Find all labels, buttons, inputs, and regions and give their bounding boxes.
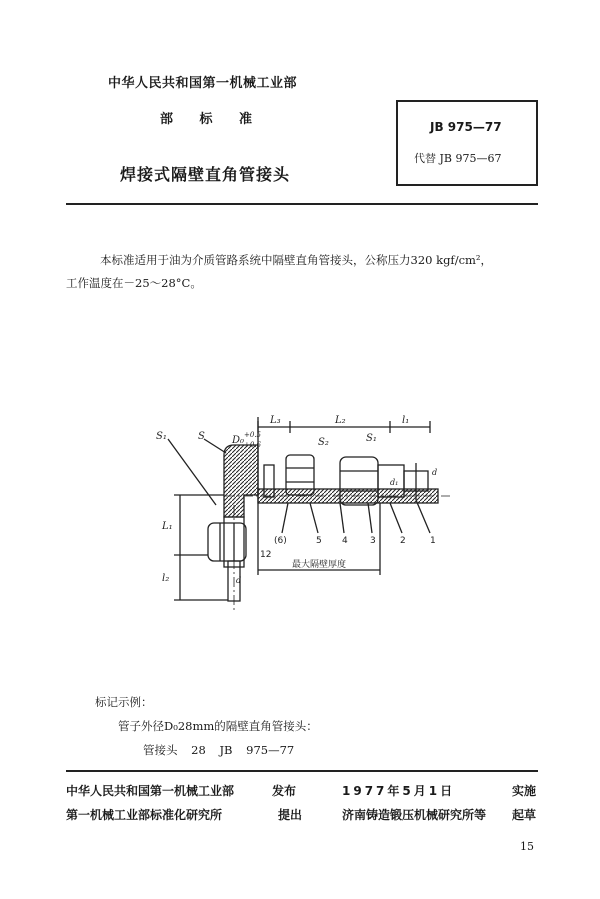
marking-example-title: 标记示例： xyxy=(95,695,153,709)
replaces-standard: 代替 JB 975—67 xyxy=(414,152,502,165)
implementation-action: 实施 xyxy=(512,784,537,798)
part-3: 3 xyxy=(370,536,376,546)
drafter-action: 起草 xyxy=(512,808,537,822)
proposer-action: 提出 xyxy=(278,808,303,822)
part-4: 4 xyxy=(342,536,348,546)
standard-code-box xyxy=(396,100,538,186)
proposer-org: 第一机械工业部标准化研究所 xyxy=(66,808,223,822)
part-2: 2 xyxy=(400,536,406,546)
label-s2: S₂ xyxy=(318,437,329,448)
label-s1-right: S₁ xyxy=(366,433,377,444)
label-tol-upper: +0.5 xyxy=(244,431,261,439)
page-title: 焊接式隔壁直角管接头 xyxy=(120,165,291,184)
scope-text-line1: 本标准适用于油为介质管路系统中隔壁直角管接头，公称压力320 kgf/cm²， xyxy=(100,253,493,267)
standard-type: 部 标 准 xyxy=(160,112,253,127)
issuer-action: 发布 xyxy=(272,784,297,798)
scope-text-line2: 工作温度在－25～28°C。 xyxy=(66,276,202,290)
label-d1: d₁ xyxy=(390,478,399,487)
label-s: S xyxy=(198,431,205,442)
marking-example-description: 管子外径D₀28mm的隔壁直角管接头： xyxy=(118,719,318,733)
footer-divider xyxy=(66,770,538,772)
union-nut-left xyxy=(208,523,246,561)
implementation-date: 1977年5月1日 xyxy=(342,784,456,798)
label-d0: D₀ xyxy=(232,435,245,446)
label-l1-side: L₁ xyxy=(162,521,173,532)
marking-example-code: 管接头 28 JB 975—77 xyxy=(143,743,295,757)
part-1: 1 xyxy=(430,536,436,546)
technical-drawing xyxy=(140,405,460,620)
label-l2-side: l₂ xyxy=(162,573,170,584)
issuer-org: 中华人民共和国第一机械工业部 xyxy=(66,784,235,798)
page-number: 15 xyxy=(520,840,534,853)
standard-code: JB 975—77 xyxy=(430,120,502,134)
label-s1-left: S₁ xyxy=(156,431,167,442)
part-6: (6) xyxy=(274,536,287,546)
label-wall-note: 最大隔壁厚度 xyxy=(292,560,347,570)
part-5: 5 xyxy=(316,536,322,546)
ministry-name: 中华人民共和国第一机械工业部 xyxy=(108,76,298,91)
label-l1-top: l₁ xyxy=(402,415,410,426)
label-l3: L₃ xyxy=(270,415,281,426)
label-d-left: d xyxy=(236,576,242,585)
label-d-right: d xyxy=(432,468,438,477)
elbow-body xyxy=(224,445,258,517)
label-tol-lower: +0.6 xyxy=(244,441,261,449)
label-l2: L₂ xyxy=(335,415,346,426)
header-divider xyxy=(66,203,538,205)
drafter-org: 济南铸造锻压机械研究所等 xyxy=(342,808,487,822)
label-dim-12: 12 xyxy=(260,550,272,560)
